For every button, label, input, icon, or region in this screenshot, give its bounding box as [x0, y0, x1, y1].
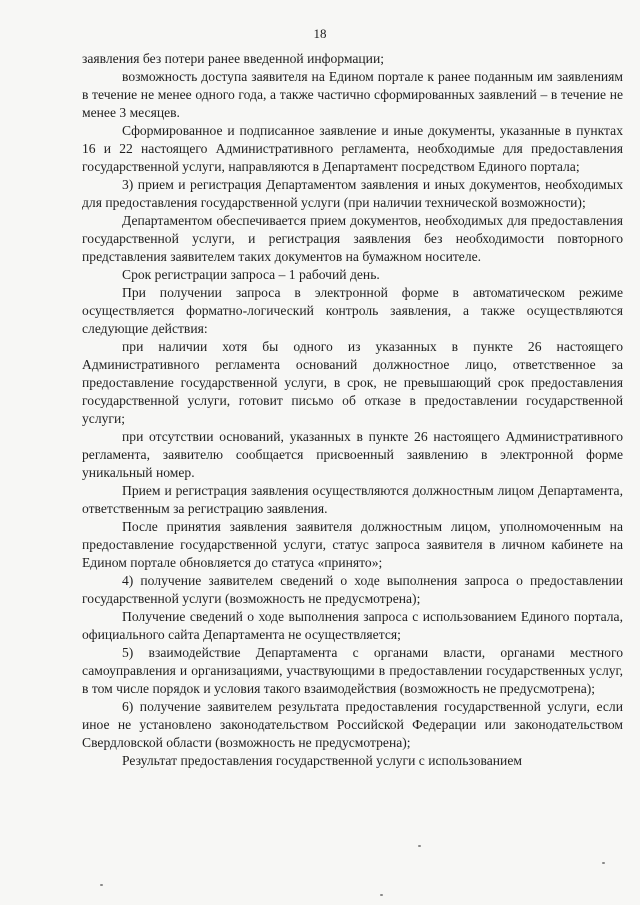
paragraph-1: заявления без потери ранее введенной информации;: [82, 51, 384, 66]
scan-speck: [418, 845, 421, 847]
paragraph-12: 4) получение заявителем сведений о ходе выполнения запроса о предоставлении государственной услуги (возможность не предусмотрена);: [82, 573, 623, 606]
paragraph-13: Получение сведений о ходе выполнения запроса с использованием Единого портала, официального сайта Департамента не осуществляется;: [82, 609, 623, 642]
paragraph-16: Результат предоставления государственной услуги с использованием: [122, 753, 522, 768]
scan-speck: [380, 894, 383, 896]
scan-speck: [100, 884, 103, 886]
scan-speck: [602, 862, 605, 864]
paragraph-2: возможность доступа заявителя на Едином портале к ранее поданным им заявлениям в течение не менее одного года, а также частично сформированных заявлений – в течение не менее 3 месяцев.: [82, 69, 623, 120]
document-body: [82, 50, 623, 770]
paragraph-10: Прием и регистрация заявления осуществляются должностным лицом Департамента, ответственным за регистрацию заявления.: [82, 483, 623, 516]
paragraph-11: После принятия заявления заявителя должностным лицом, уполномоченным на предоставление государственной услуги, статус запроса заявителя в личном кабинете на Едином портале обновляется до статуса «принято»;: [82, 519, 623, 570]
paragraph-6: Срок регистрации запроса – 1 рабочий день.: [122, 267, 380, 282]
paragraph-8: при наличии хотя бы одного из указанных в пункте 26 настоящего Административного регламента оснований должностное лицо, ответственное за предоставление государственной услуги, в срок, не превышающий срок предоставления государственной услуги, готовит письмо об отказе в предоставлении государственной услуги;: [82, 339, 623, 426]
paragraph-9: при отсутствии оснований, указанных в пункте 26 настоящего Административного регламента, заявителю сообщается присвоенный заявлению в электронной форме уникальный номер.: [82, 429, 623, 480]
paragraph-14: 5) взаимодействие Департамента с органами власти, органами местного самоуправления и организациями, участвующими в предоставлении государственных услуг, в том числе порядок и условия такого взаимодействия (возможность не предусмотрена);: [82, 645, 623, 696]
paragraph-7: При получении запроса в электронной форме в автоматическом режиме осуществляется форматно-логический контроль заявления, а также осуществляются следующие действия:: [82, 285, 623, 336]
page-number: 18: [313, 26, 327, 41]
paragraph-5: Департаментом обеспечивается прием документов, необходимых для предоставления государственной услуги, и регистрация заявления без необходимости повторного представления заявителем таких документов на бумажном носителе.: [82, 213, 623, 264]
paragraph-3: Сформированное и подписанное заявление и иные документы, указанные в пунктах 16 и 22 настоящего Административного регламента, необходимые для предоставления государственной услуги, направляются в Департамент посредством Единого портала;: [82, 123, 623, 174]
paragraph-15: 6) получение заявителем результата предоставления государственной услуги, если иное не установлено законодательством Российской Федерации или законодательством Свердловской области (возможность не предусмотрена);: [82, 699, 623, 750]
paragraph-4: 3) прием и регистрация Департаментом заявления и иных документов, необходимых для предоставления государственной услуги (при наличии технической возможности);: [82, 177, 623, 210]
